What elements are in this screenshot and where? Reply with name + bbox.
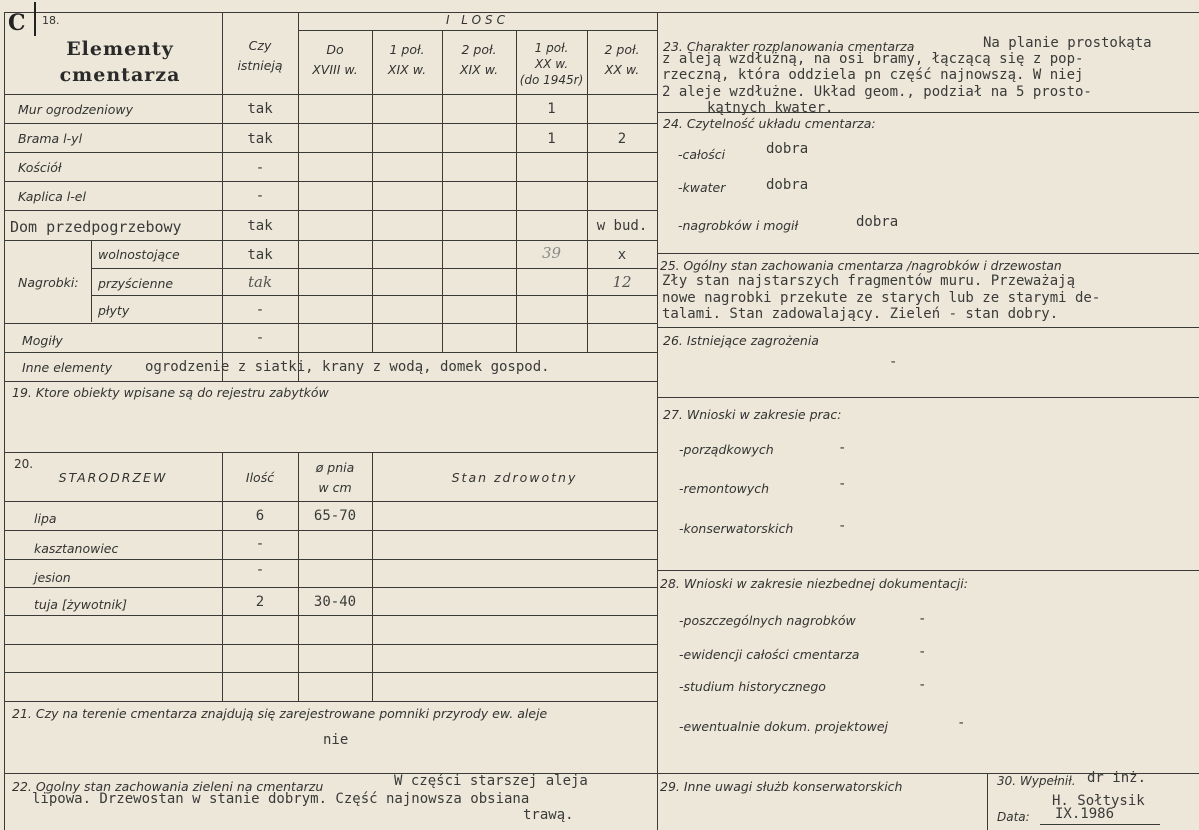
- rule: [4, 352, 657, 353]
- q24-item: -nagrobków i mogił: [678, 218, 799, 233]
- rule: [4, 240, 657, 241]
- rule: [4, 501, 657, 502]
- q30-date: IX.1986: [1055, 806, 1115, 822]
- other-elements-label: Inne elementy: [22, 360, 113, 375]
- rule: [4, 559, 657, 560]
- row-label: Mogiły: [22, 333, 63, 348]
- q25-text: Zły stan najstarszych fragmentów muru. Przeważają: [662, 273, 1076, 289]
- rule: [4, 615, 657, 616]
- q23-text: 2 aleje wzdłużne. Układ geom., podział na 5 prosto-: [662, 84, 1092, 100]
- period-header: 1 poł. XIX w.: [387, 42, 427, 77]
- tree-name: lipa: [34, 511, 57, 526]
- tree-diam: 30-40: [313, 594, 357, 610]
- q28-item: -studium historycznego: [679, 679, 826, 694]
- row-label: wolnostojące: [98, 247, 180, 262]
- period-header: Do XVIII w.: [312, 42, 358, 77]
- row-exists: tak: [247, 273, 273, 291]
- q27-label: 27. Wnioski w zakresie prac:: [663, 407, 842, 422]
- rule: [4, 152, 657, 153]
- row-exists: tak: [247, 247, 273, 263]
- row-exists: tak: [247, 218, 273, 234]
- tree-qty: -: [255, 536, 265, 552]
- row-qty: x: [617, 247, 627, 263]
- rule: [4, 381, 657, 382]
- rule: [987, 773, 988, 830]
- q23-text: z aleją wzdłużną, na osi bramy, łączącą się z pop-: [662, 51, 1084, 67]
- health-header: Stan zdrowotny: [451, 470, 578, 485]
- q23-text: kątnych kwater.: [707, 100, 834, 116]
- q28-label: 28. Wnioski w zakresie niezbednej dokumentacji:: [660, 576, 968, 591]
- rule: [657, 570, 1199, 571]
- q26-label: 26. Istniejące zagrożenia: [663, 333, 819, 348]
- rule: [4, 123, 657, 124]
- quantity-header: I LOSC: [445, 13, 510, 27]
- row-label: Dom przedpogrzebowy: [10, 218, 182, 236]
- rule: [4, 210, 657, 211]
- q29-label: 29. Inne uwagi służb konserwatorskich: [660, 779, 903, 794]
- rule: [4, 452, 657, 453]
- rule: [4, 672, 657, 673]
- q28-item: -poszczególnych nagrobków: [679, 613, 856, 628]
- row-exists: -: [255, 188, 265, 204]
- rule: [657, 253, 1199, 254]
- q25-text: talami. Stan zadowalający. Zieleń - stan dobry.: [662, 306, 1059, 322]
- q30-date-label: Data:: [997, 810, 1030, 824]
- q24-label: 24. Czytelność układu cmentarza:: [663, 116, 876, 131]
- row-qty: 1: [547, 131, 556, 147]
- row-qty: w bud.: [596, 218, 648, 234]
- q28-value: -: [957, 715, 966, 731]
- tree-diam: 65-70: [313, 508, 357, 524]
- q27-item: -konserwatorskich: [679, 521, 794, 536]
- trees-header: STARODRZEW: [58, 470, 168, 485]
- tree-qty: -: [255, 562, 265, 578]
- exists-header: Czy istnieją: [237, 38, 283, 73]
- row-qty: 39: [541, 244, 562, 262]
- q24-value: dobra: [766, 177, 809, 193]
- rule: [91, 295, 657, 296]
- q30-name: H. Sołtysik: [1052, 793, 1145, 809]
- rule: [4, 323, 657, 324]
- row-qty: 2: [617, 131, 627, 147]
- q26-value: -: [889, 354, 898, 370]
- row-label: Brama l-yl: [18, 131, 83, 146]
- period-header: 2 poł. XIX w.: [459, 42, 499, 77]
- diameter-header: ø pnia w cm: [315, 460, 355, 495]
- q23-text: Na planie prostokąta: [983, 35, 1152, 51]
- row-exists: -: [255, 160, 265, 176]
- rule: [91, 268, 657, 269]
- rule: [91, 240, 92, 322]
- row-label: Kaplica l-el: [18, 189, 86, 204]
- other-elements-value: ogrodzenie z siatki, krany z wodą, domek gospod.: [145, 359, 550, 375]
- rule: [4, 530, 657, 531]
- q22-label: 22. Ogolny stan zachowania zieleni na cmentarzu: [12, 779, 324, 794]
- q27-item: -remontowych: [679, 481, 770, 496]
- row-exists: -: [255, 302, 265, 318]
- tree-qty: 6: [255, 508, 265, 524]
- row-label: Mur ogrodzeniowy: [18, 102, 134, 117]
- q25-label: 25. Ogólny stan zachowania cmentarza /nagrobków i drzewostan: [660, 259, 1062, 273]
- rule: [4, 587, 657, 588]
- q23-label: 23. Charakter rozplanowania cmentarza: [663, 39, 915, 54]
- tree-qty: 2: [255, 594, 265, 610]
- q30-title: dr inż.: [1087, 770, 1147, 786]
- q22-answer-line2: lipowa. Drzewostan w stanie dobrym. Część najnowsza obsiana: [32, 791, 530, 807]
- q27-value: -: [838, 440, 847, 456]
- row-exists: tak: [247, 101, 273, 117]
- q19-label: 19. Ktore obiekty wpisane są do rejestru zabytków: [12, 385, 329, 400]
- period-header: 1 poł. XX w. (do 1945r): [519, 41, 584, 87]
- q22-answer-line3: trawą.: [523, 807, 574, 823]
- q24-value: dobra: [856, 214, 899, 230]
- q21-label: 21. Czy na terenie cmentarza znajdują się zarejestrowane pomniki przyrody ew. aleje: [12, 706, 548, 721]
- q23-text: rzeczną, która oddziela pn część najnowszą. W niej: [662, 67, 1084, 83]
- qty-header: Ilość: [245, 470, 275, 485]
- q28-value: -: [918, 644, 927, 660]
- rule: [657, 327, 1199, 328]
- row-label: Kościół: [18, 160, 62, 175]
- q28-value: -: [918, 611, 927, 627]
- q22-answer-line1: W części starszej aleja: [394, 773, 588, 789]
- row-exists: tak: [247, 131, 273, 147]
- q21-answer: nie: [323, 732, 349, 748]
- row-label: płyty: [98, 303, 130, 318]
- rule: [4, 701, 657, 702]
- rule: [298, 30, 657, 31]
- q24-value: dobra: [766, 141, 809, 157]
- page-title: Elementy cmentarza: [59, 38, 181, 86]
- rule: [4, 181, 657, 182]
- row-label: przyścienne: [98, 276, 174, 291]
- row-qty: 1: [547, 101, 556, 117]
- tree-name: jesion: [34, 570, 71, 585]
- q28-value: -: [918, 677, 927, 693]
- nagrobki-label: Nagrobki:: [18, 275, 79, 290]
- q27-value: -: [838, 476, 847, 492]
- rule: [1040, 824, 1160, 825]
- rule: [4, 12, 5, 830]
- q27-item: -porządkowych: [679, 442, 774, 457]
- rule: [657, 12, 658, 830]
- q28-item: -ewentualnie dokum. projektowej: [679, 719, 888, 734]
- tree-name: kasztanowiec: [34, 541, 119, 556]
- rule: [372, 452, 373, 701]
- period-header: 2 poł. XX w.: [604, 42, 640, 77]
- q30-label: 30. Wypełnił.: [997, 774, 1076, 788]
- rule: [657, 397, 1199, 398]
- section-letter: C: [8, 10, 40, 40]
- q25-text: nowe nagrobki przekute ze starych lub ze starymi de-: [662, 290, 1101, 306]
- rule: [4, 94, 657, 95]
- tree-name: tuja [żywotnik]: [34, 597, 128, 612]
- row-exists: -: [255, 330, 265, 346]
- q24-item: -kwater: [678, 180, 726, 195]
- q20-number: 20.: [14, 457, 34, 471]
- rule: [4, 644, 657, 645]
- q27-value: -: [838, 518, 847, 534]
- q24-item: -całości: [678, 147, 726, 162]
- row-qty: 12: [612, 273, 632, 291]
- q28-item: -ewidencji całości cmentarza: [679, 647, 860, 662]
- section-number: 18.: [42, 14, 60, 27]
